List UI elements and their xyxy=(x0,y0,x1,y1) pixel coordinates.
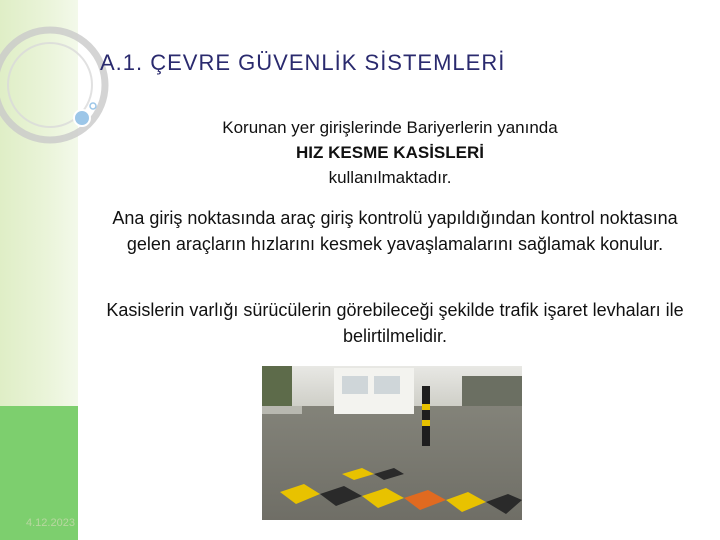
slide-title: A.1. ÇEVRE GÜVENLİK SİSTEMLERİ xyxy=(100,50,506,75)
intro-line-3: kullanılmaktadır. xyxy=(328,168,452,187)
paragraph-intro xyxy=(150,115,630,190)
paragraph-main-entry: Ana giriş noktasında araç giriş kontrolü yapıldığından kontrol noktasına gelen araçların hızlarını kesmek yavaşlamalarını sağlamak konulur. xyxy=(112,208,678,254)
slide-date: 4.12.2023 xyxy=(26,517,75,529)
intro-line-1: Korunan yer girişlerinde Bariyerlerin yanında xyxy=(222,118,558,137)
circle-ornament-icon xyxy=(0,0,140,200)
paragraph-signage: Kasislerin varlığı sürücülerin görebileceği şekilde trafik işaret levhaları ile belirtilmelidir. xyxy=(106,300,684,346)
intro-line-2-bold: HIZ KESME KASİSLERİ xyxy=(296,143,484,162)
speed-bump-photo xyxy=(262,366,522,520)
